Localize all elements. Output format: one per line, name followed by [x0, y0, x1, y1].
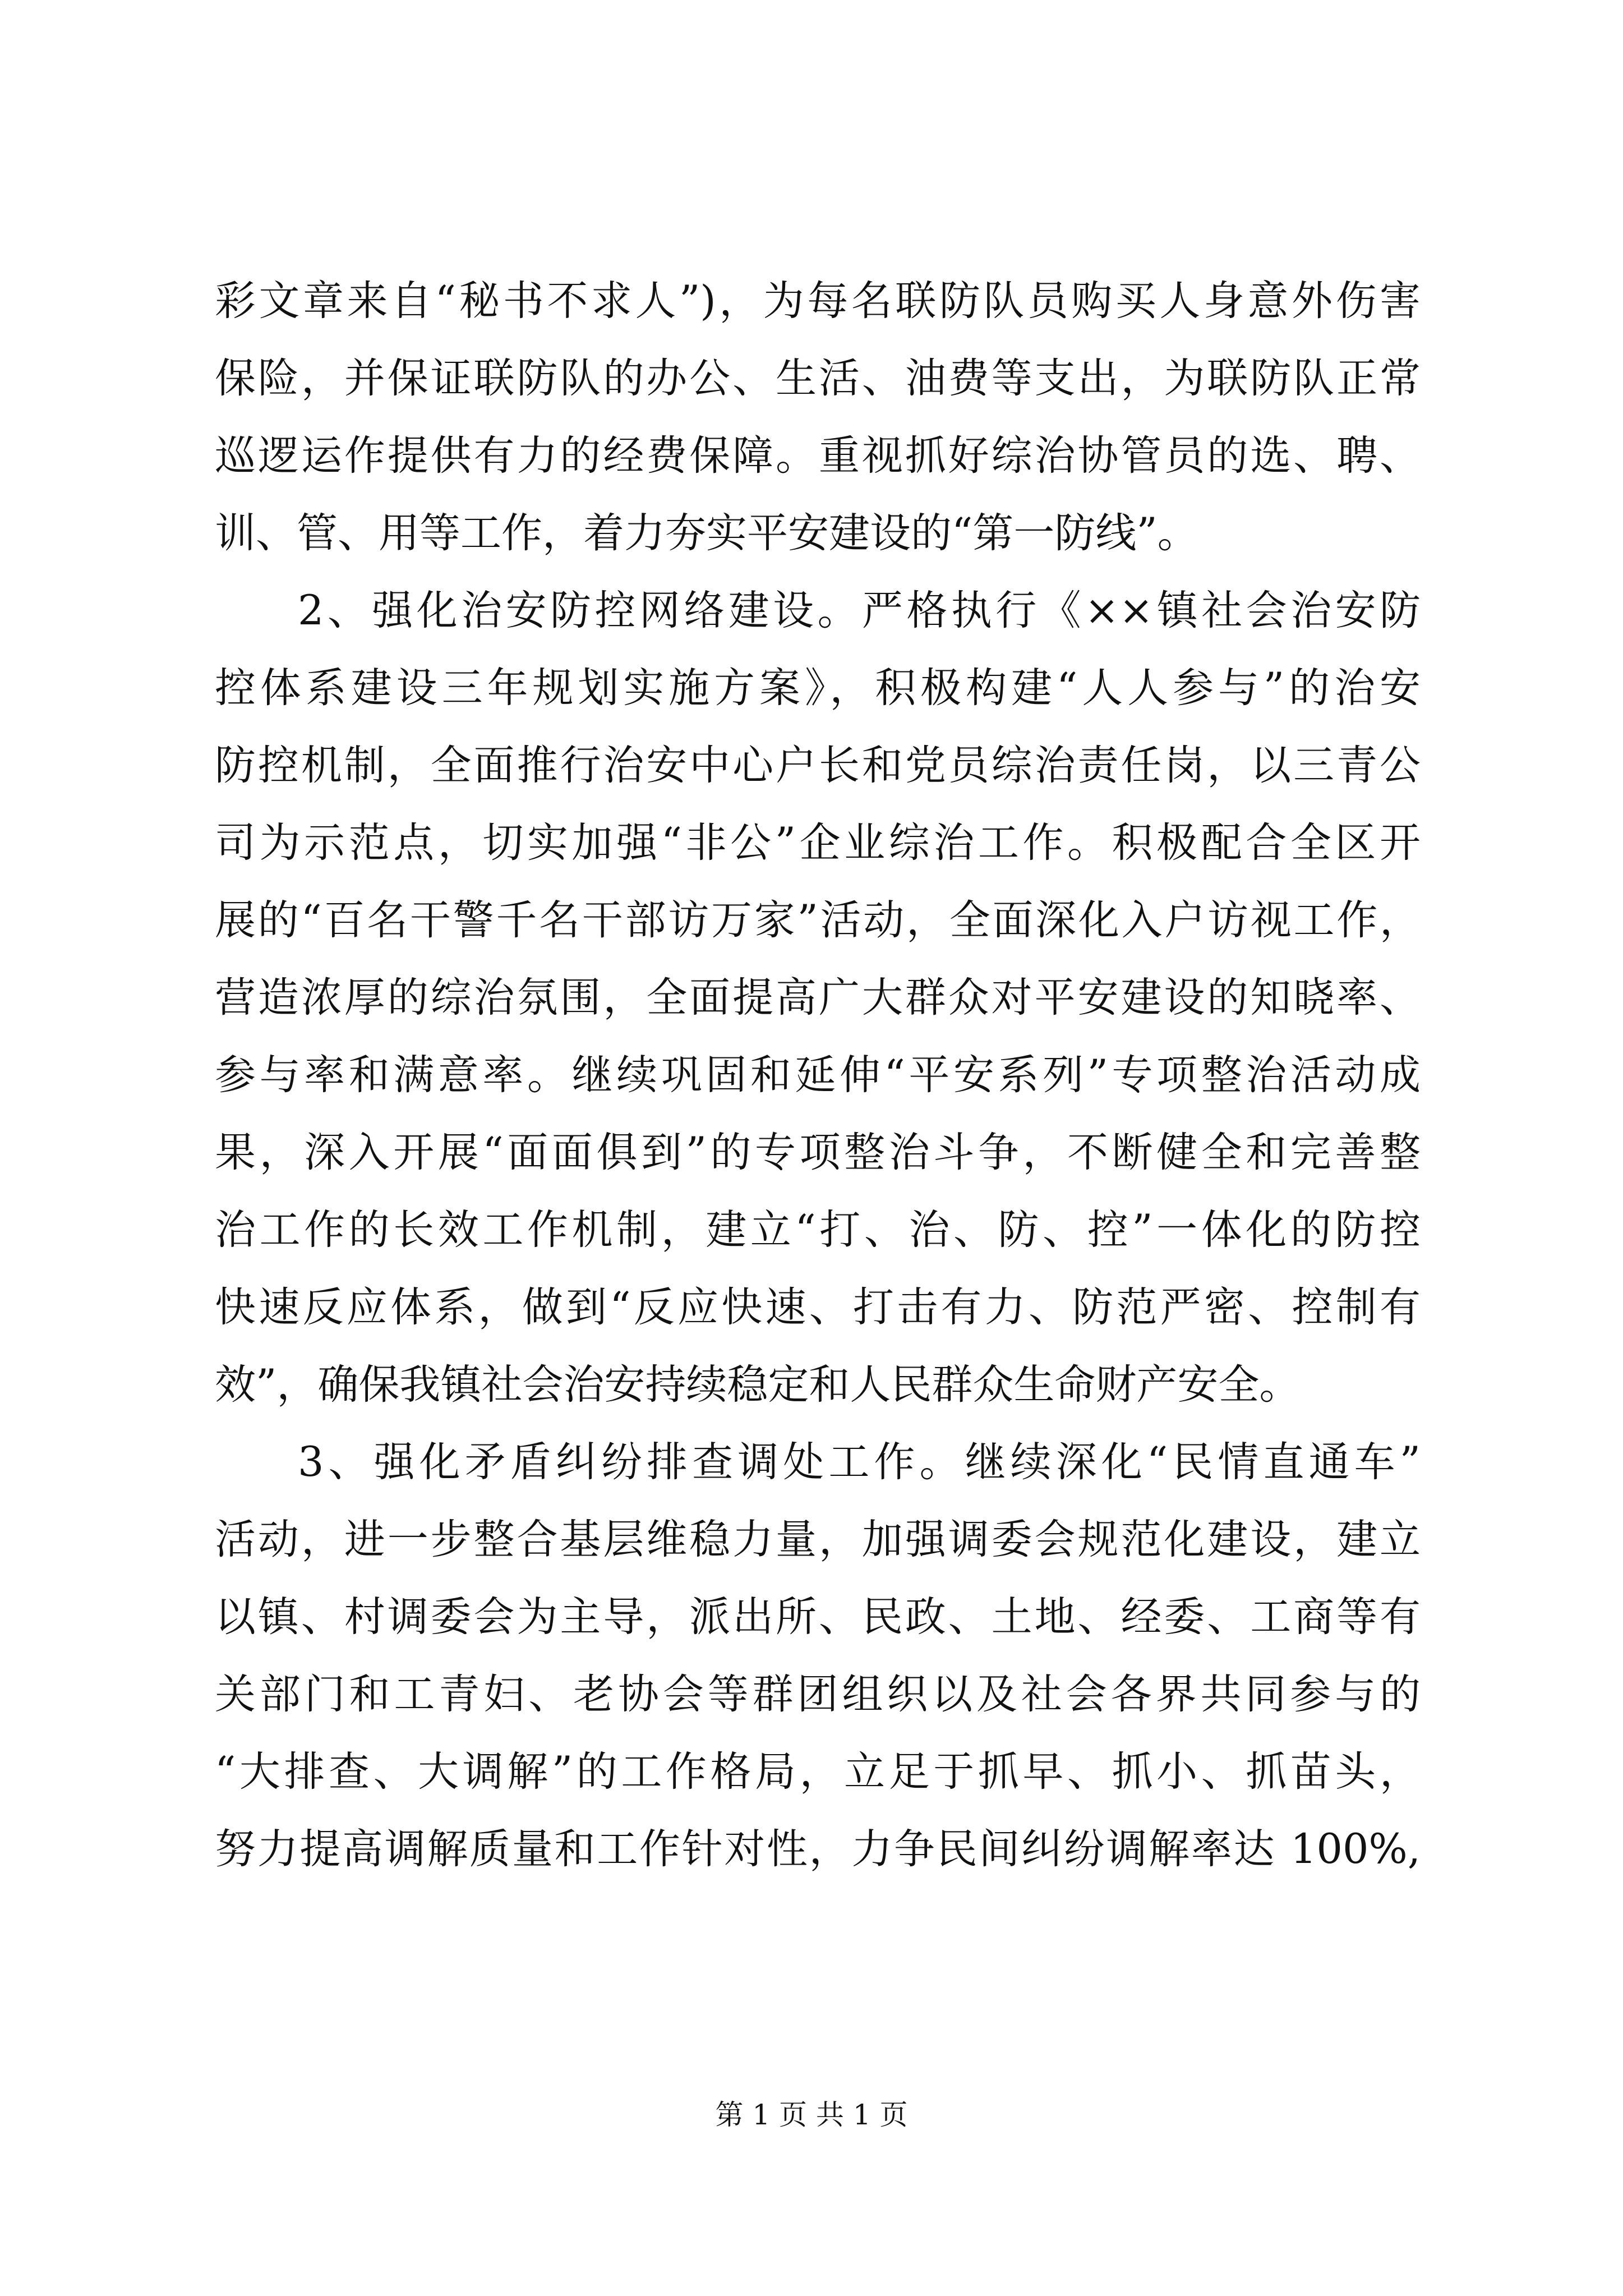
text-line: 控体系建设三年规划实施方案》，积极构建“人人参与”的治安 — [215, 664, 1421, 712]
text-line: 活动，进一步整合基层维稳力量，加强调委会规范化建设，建立 — [215, 1516, 1421, 1563]
paragraph-first-line: 2、强化治安防控网络建设。严格执行《××镇社会治安防 — [298, 587, 1421, 634]
text-line: 果，深入开展“面面俱到”的专项整治斗争，不断健全和完善整 — [215, 1129, 1421, 1176]
text-line: 彩文章来自“秘书不求人”)，为每名联防队员购买人身意外伤害 — [215, 277, 1421, 325]
text-line: 营造浓厚的综治氛围，全面提高广大群众对平安建设的知晓率、 — [215, 974, 1421, 1022]
text-line: 防控机制，全面推行治安中心户长和党员综治责任岗，以三青公 — [215, 742, 1421, 789]
text-line: 以镇、村调委会为主导，派出所、民政、土地、经委、工商等有 — [215, 1593, 1421, 1641]
text-line: 治工作的长效工作机制，建立“打、治、防、控”一体化的防控 — [215, 1206, 1421, 1254]
text-line: 努力提高调解质量和工作针对性，力争民间纠纷调解率达 100%, — [215, 1825, 1421, 1873]
text-line: 训、管、用等工作，着力夯实平安建设的“第一防线”。 — [215, 509, 1198, 557]
page-number-footer: 第 1 页 共 1 页 — [715, 2099, 908, 2131]
text-line: 展的“百名干警千名干部访万家”活动，全面深化入户访视工作， — [215, 896, 1421, 944]
paragraph-first-line: 3、强化矛盾纠纷排查调处工作。继续深化“民情直通车” — [298, 1438, 1421, 1486]
text-line: “大排查、大调解”的工作格局，立足于抓早、抓小、抓苗头， — [215, 1748, 1421, 1796]
text-line: 参与率和满意率。继续巩固和延伸“平安系列”专项整治活动成 — [215, 1051, 1421, 1099]
text-line: 巡逻运作提供有力的经费保障。重视抓好综治协管员的选、聘、 — [215, 432, 1421, 480]
text-line: 关部门和工青妇、老协会等群团组织以及社会各界共同参与的 — [215, 1671, 1421, 1718]
text-line: 保险，并保证联防队的办公、生活、油费等支出，为联防队正常 — [215, 355, 1421, 402]
text-line: 司为示范点，切实加强“非公”企业综治工作。积极配合全区开 — [215, 819, 1421, 867]
document-body — [215, 263, 1421, 1888]
text-line: 快速反应体系，做到“反应快速、打击有力、防范严密、控制有 — [215, 1283, 1421, 1331]
text-line: 效”，确保我镇社会治安持续稳定和人民群众生命财产安全。 — [215, 1361, 1301, 1409]
